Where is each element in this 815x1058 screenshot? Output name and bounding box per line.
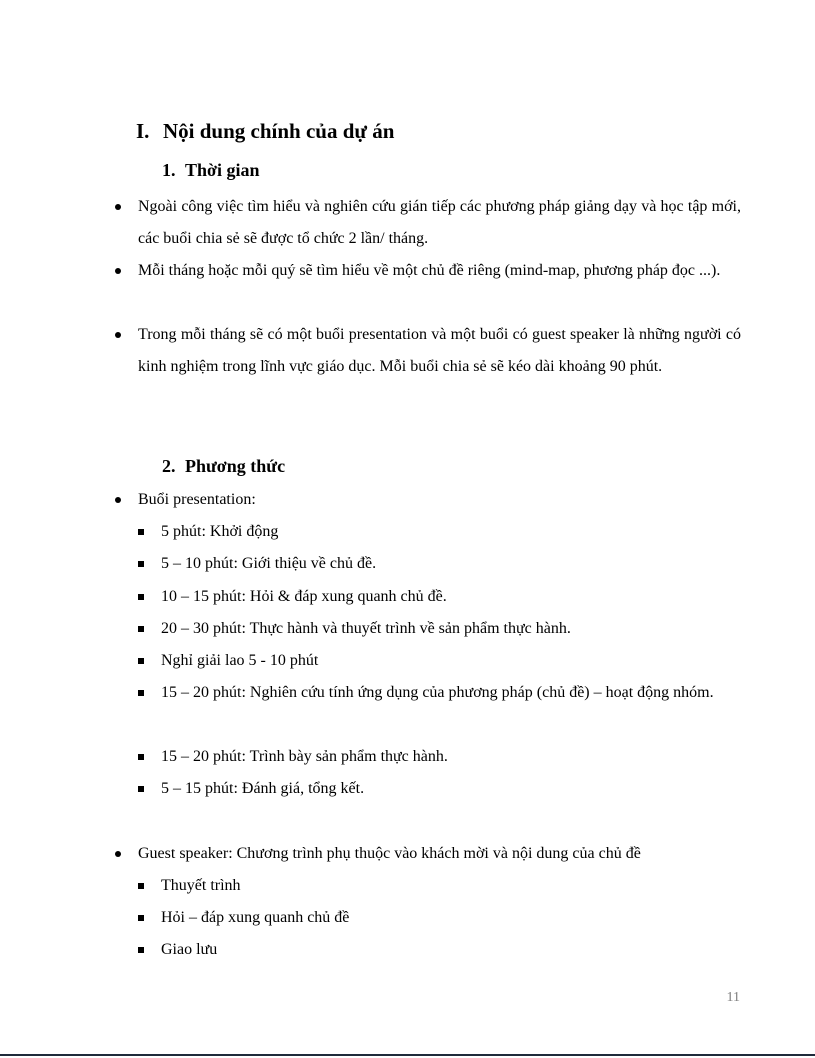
sub-list-item: 15 – 20 phút: Nghiên cứu tính ứng dụng của phương pháp (chủ đề) – hoạt động nhóm. — [161, 677, 741, 709]
sub-list-item: Thuyết trình — [161, 870, 741, 902]
sub-list-item: Nghỉ giải lao 5 - 10 phút — [161, 645, 741, 677]
list-item: Trong mỗi tháng sẽ có một buổi presentation và một buổi có guest speaker là những người có kinh nghiệm trong lĩnh vực giáo dục. Mỗi buổi chia sẻ sẽ kéo dài khoảng 90 phút. — [138, 319, 741, 383]
page-number: 11 — [726, 990, 740, 1005]
list-item: Ngoài công việc tìm hiểu và nghiên cứu gián tiếp các phương pháp giảng dạy và học tập mới, các buổi chia sẻ sẽ được tổ chức 2 lần/ tháng. — [138, 191, 741, 255]
list-item-guest-speaker: Guest speaker: Chương trình phụ thuộc vào khách mời và nội dung của chủ đề — [138, 838, 741, 870]
subsection-number: 1. — [162, 160, 176, 180]
sub-list-item: Hỏi – đáp xung quanh chủ đề — [161, 902, 741, 934]
sub-list-item: 5 phút: Khởi động — [161, 516, 741, 548]
subsection-heading-time — [162, 158, 260, 182]
list-item-presentation: Buổi presentation: — [138, 484, 741, 516]
subsection-number: 2. — [162, 456, 176, 476]
sub-list-item: 5 – 15 phút: Đánh giá, tổng kết. — [161, 773, 741, 805]
subsection-heading-method — [162, 454, 285, 478]
sub-list-item: 20 – 30 phút: Thực hành và thuyết trình về sản phẩm thực hành. — [161, 613, 741, 645]
list-item: Mỗi tháng hoặc mỗi quý sẽ tìm hiểu về một chủ đề riêng (mind-map, phương pháp đọc ...). — [138, 255, 741, 287]
subsection-title: Phương thức — [185, 456, 286, 476]
sub-list-item: 10 – 15 phút: Hỏi & đáp xung quanh chủ đề. — [161, 581, 741, 613]
subsection-title: Thời gian — [185, 160, 260, 180]
section-title: Nội dung chính của dự án — [163, 119, 395, 143]
sub-list-item: 15 – 20 phút: Trình bày sản phẩm thực hành. — [161, 741, 741, 773]
section-number: I. — [136, 119, 150, 143]
page-bottom-border — [0, 1054, 815, 1056]
section-heading — [136, 117, 394, 145]
sub-list-item: Giao lưu — [161, 934, 741, 966]
sub-list-item: 5 – 10 phút: Giới thiệu về chủ đề. — [161, 548, 741, 580]
